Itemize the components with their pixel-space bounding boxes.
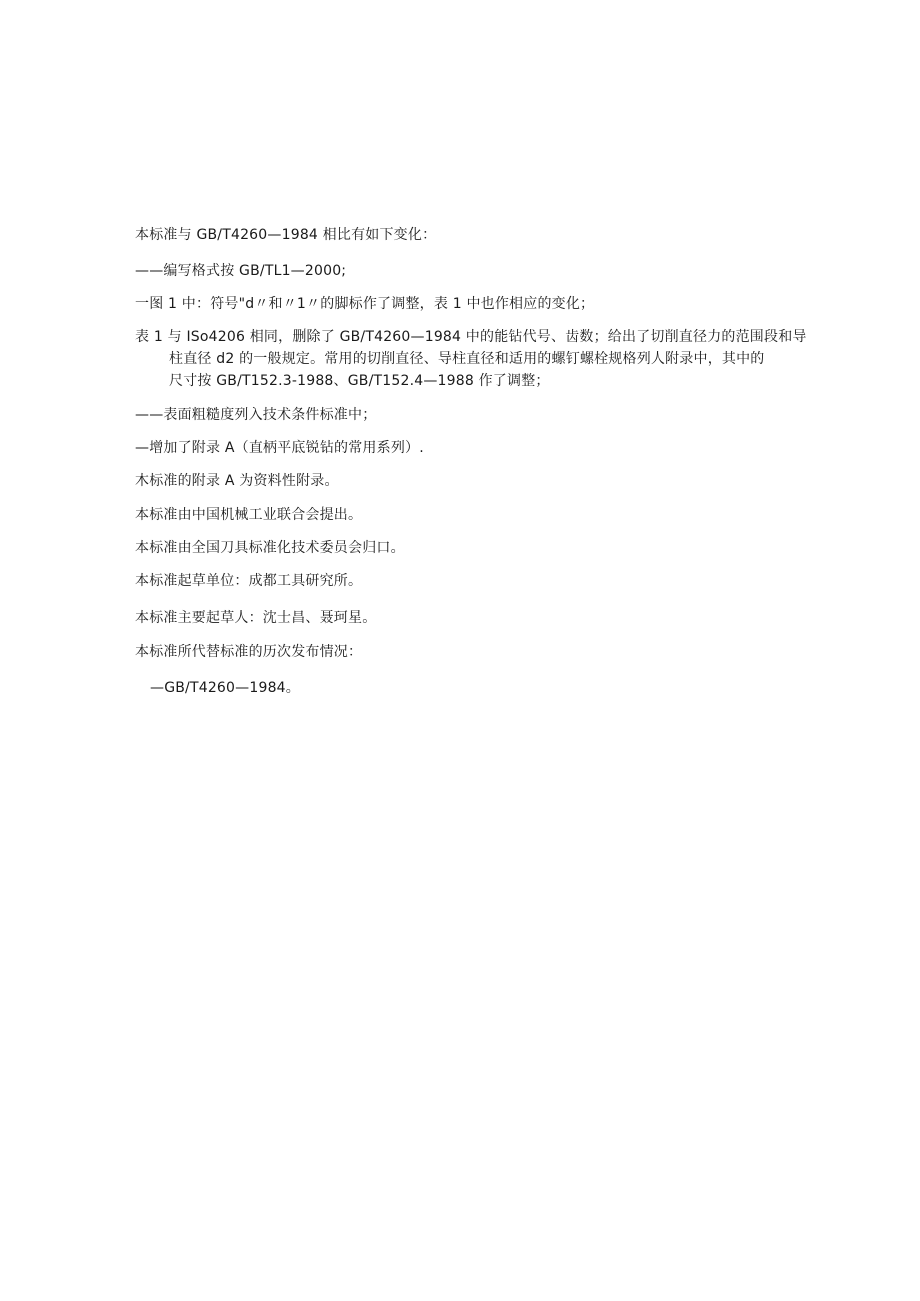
change-item-format: ——编写格式按 GB/TL1—2000; bbox=[135, 263, 347, 279]
appendix-note: 木标准的附录 A 为资料性附录。 bbox=[135, 473, 339, 489]
proposed-by: 本标准由中国机械工业联合会提出。 bbox=[135, 507, 363, 523]
change-item-table-line-1: 表 1 与 ISo4206 相同，删除了 GB/T4260—1984 中的能钻代号、齿数；给出了切削直径力的范围段和导 bbox=[135, 329, 807, 345]
change-item-roughness: ——表面粗糙度列入技术条件标准中； bbox=[135, 407, 377, 423]
change-item-appendix: —增加了附录 A（直柄平底锐钻的常用系列）. bbox=[135, 440, 424, 456]
history-title: 本标准所代替标准的历次发布情况： bbox=[135, 644, 363, 660]
change-item-figure: 一图 1 中：符号"d〃和〃1〃的脚标作了调整，表 1 中也作相应的变化； bbox=[135, 296, 595, 312]
main-drafters: 本标准主要起草人：沈士昌、聂珂星。 bbox=[135, 610, 377, 626]
history-item: —GB/T4260—1984。 bbox=[150, 680, 300, 696]
change-item-table bbox=[135, 326, 825, 392]
change-item-table-line-2: 柱直径 d2 的一般规定。常用的切削直径、导柱直径和适用的螺钉螺栓规格列人附录中，其中的 bbox=[169, 351, 765, 367]
intro-text: 本标准与 GB/T4260—1984 相比有如下变化： bbox=[135, 227, 437, 243]
change-item-table-line-3: 尺寸按 GB/T152.3-1988、GB/T152.4—1988 作了调整； bbox=[169, 373, 550, 389]
centralized-by: 本标准由全国刀具标准化技术委员会归口。 bbox=[135, 540, 405, 556]
drafting-unit: 本标准起草单位：成都工具研究所。 bbox=[135, 573, 363, 589]
